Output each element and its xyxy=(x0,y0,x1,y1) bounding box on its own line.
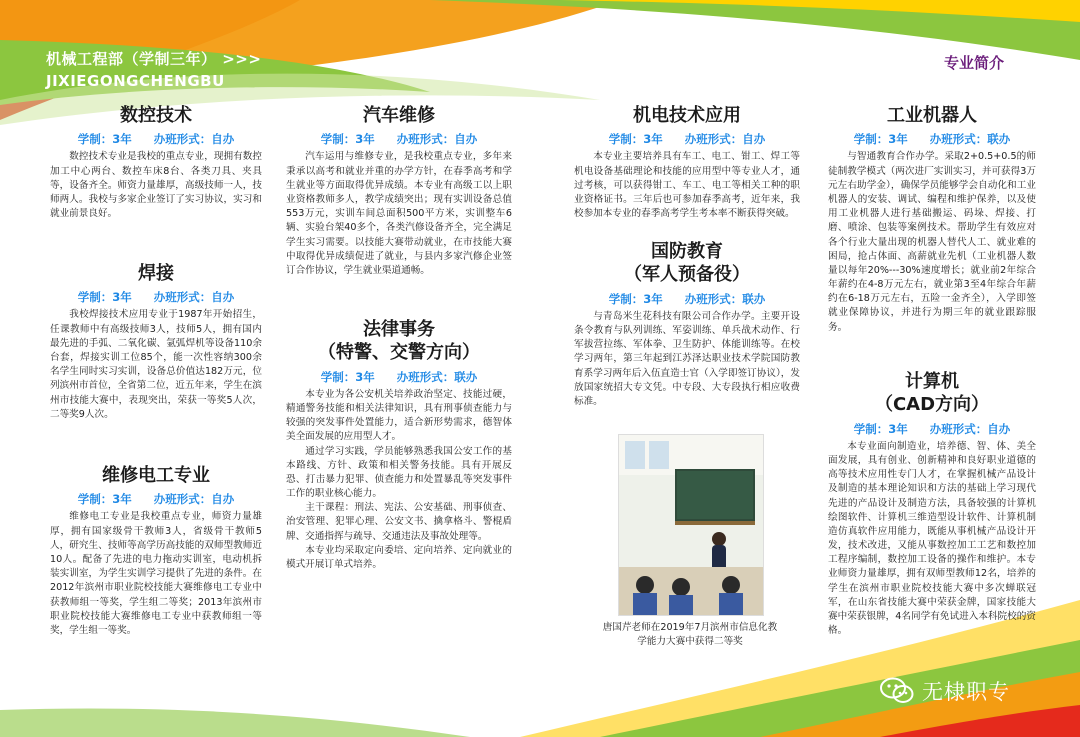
header-title: 机械工程部（学制三年） >>> xyxy=(46,50,262,68)
duration: 学制：3年 xyxy=(77,290,132,305)
section-meta xyxy=(50,289,262,305)
bottom-left-green-ribbon xyxy=(0,708,470,737)
section-meta xyxy=(574,291,800,307)
duration: 学制：3年 xyxy=(320,132,375,147)
section-title: 国防教育 （军人预备役） xyxy=(624,241,750,286)
class-mode: 办班形式：联办 xyxy=(396,369,478,384)
section-meta xyxy=(50,131,262,147)
section-paragraph: 数控技术专业是我校的重点专业，现拥有数控加工中心两台、数控车床8台、各类刀具、夹具等，设备齐全。师资力量雄厚，高级技师一人，技师两人。我校与多家企业签订了实习协议，实习和就业前景良好。 xyxy=(50,151,262,220)
section-title: 工业机器人 xyxy=(887,105,977,126)
duration: 学制：3年 xyxy=(77,492,132,507)
section-computer xyxy=(828,370,1036,638)
wechat-icon xyxy=(880,677,914,705)
section-meta xyxy=(828,131,1036,147)
section-paragraph: 本专业主要培养具有车工、电工、钳工、焊工等机电设备基础理论和技能的应用型中等专业人才，通过考核，可以获得钳工、车工、电工等相关工种的职业资格证书。三年后也可参加春季高考，近年来，我校参加本专业的春季高考学生考本率不断获得突破。 xyxy=(574,151,800,220)
section-electrician xyxy=(50,464,262,638)
section-title: 机电技术应用 xyxy=(633,105,741,126)
section-auto xyxy=(286,104,512,278)
section-paragraph: 与青岛米生花科技有限公司合作办学。主要开设条令教育与队列训练、军姿训练、单兵战术动作、行军拔营拉练、军体拳、卫生防护、体能训练等。在校学习两年，第三年起到江苏泽达职业技术学院国防教育系学习两年后入伍直造士官（入学即签订协议），发放国家统招大专文凭。中专段、大专段执行相应收费标准。 xyxy=(574,310,800,407)
class-mode: 办班形式：自办 xyxy=(153,290,235,305)
class-mode: 办班形式：自办 xyxy=(153,492,235,507)
section-paragraph: 汽车运用与维修专业，是我校重点专业，多年来秉承以高考和就业并重的办学方针，在春季高考和学生就业等方面取得优异成绩。本专业有高级工以上职业资格教师多人，教学成绩突出；现有实训设备总值553万元，实训车间总面积500平方米，实训整车6辆、实验台架40多个，各类汽修设备齐全，完全满足学生实习需要。以技能大赛带动就业，在市技能大赛中取得优异成绩促进了就业，与县内多家汽修企业签订合作协议，学生就业渠道通畅。 xyxy=(286,151,512,276)
brand-name: 无棣职专 xyxy=(922,680,1010,704)
section-paragraph: 与智通教育合作办学。采取2+0.5+0.5的师徒制教学模式（两次进厂实训实习，并可获得3万元左右助学金），确保学员能够学会自动化和工业机器人的安装、调试、编程和维护保养，以及使用工业机器人进行基础搬运、码垛、焊接、打磨、喷涂、包装等案例技术。帮助学生有效应对各个行业大量出现的机器人替代人工、就业难的困局，抢占体面、高薪就业先机（工业机器人数量以每年20%---30%速度增长；就业前2年综合年薪约在4-8万元左右，就业第3至4年综合年薪约在6-18万元左右，五险一金齐全），入学即签就业保障协议，并进行为期三年的就业跟踪服务。 xyxy=(828,151,1036,333)
section-meta xyxy=(828,421,1036,437)
section-meta xyxy=(50,491,262,507)
section-title: 计算机 （CAD方向） xyxy=(874,371,990,416)
duration: 学制：3年 xyxy=(608,132,663,147)
section-paragraph: 本专业均采取定向委培、定向培养、定向就业的模式开展订单式培养。 xyxy=(286,544,512,571)
section-title: 维修电工专业 xyxy=(102,465,210,486)
classroom-illustration xyxy=(619,435,763,615)
duration: 学制：3年 xyxy=(77,132,132,147)
duration: 学制：3年 xyxy=(608,291,663,306)
section-welding xyxy=(50,262,262,422)
section-robot xyxy=(828,104,1036,335)
section-defense xyxy=(574,240,800,409)
class-mode: 办班形式：自办 xyxy=(396,132,478,147)
section-paragraph: 通过学习实践，学员能够熟悉我国公安工作的基本路线、方针、政策和相关警务技能。具有开展反恐、打击暴力犯罪、侦查能力和处置暴乱等突发事件工作的职业核心能力。 xyxy=(286,445,512,500)
section-paragraph: 维修电工专业是我校重点专业，师资力量雄厚，拥有国家级骨干教师3人，省级骨干教师5人，研究生、技师等高学历高技能的双师型教师近10人。配备了先进的电力拖动实训室，电动机拆装实训室，为学生实训学习提供了先进的条件。在2012年滨州市职业院校技能大赛维修电工专业中获教师组一等奖，学生组二等奖；2013年滨州市职业院校技能大赛维修电工专业中获教师组一等奖，学生组一等奖。 xyxy=(50,511,262,636)
section-title: 焊接 xyxy=(138,263,174,284)
section-paragraph: 本专业面向制造业，培养德、智、体、美全面发展，具有创业、创新精神和良好职业道德的高等技术应用性专门人才，在掌握机械产品设计及制造的基本理论知识和方法的基础上学习现代先进的产品设计及制造方法，具备较强的计算机绘图软件、计算机三维造型设计软件、计算机制造仿真软件应用能力，既能从事机械产品设计开发，技术改进，又能从事数控加工工艺和数控加工程序编制，数控加工设备的操作和维护。本专业师资力量雄厚，拥有双师型教师12名，培养的学生在滨州市职业院校技能大赛中多次蝉联冠军，在山东省技能大赛中荣获金牌，国家技能大赛中荣获银牌，4名同学有免试进入本科院校的资格。 xyxy=(828,440,1036,637)
class-mode: 办班形式：联办 xyxy=(929,132,1011,147)
section-paragraph: 本专业为各公安机关培养政治坚定、技能过硬，精通警务技能和相关法律知识，具有刑事侦查能力与较强的突发事件处置能力，适合新形势需求，德智体美全面发展的应用型人才。 xyxy=(286,388,512,443)
class-mode: 办班形式：自办 xyxy=(153,132,235,147)
duration: 学制：3年 xyxy=(853,132,908,147)
section-paragraph: 主干课程：刑法、宪法、公安基础、刑事侦查、治安管理、犯罪心理、公安文书、擒拿格斗、警棍盾牌、交通指挥与疏导、交通违法及事故处理等。 xyxy=(286,502,512,542)
section-meta xyxy=(286,369,512,385)
photo-caption: 唐国芹老师在2019年7月滨州市信息化教学能力大赛中获得二等奖 xyxy=(602,622,778,647)
duration: 学制：3年 xyxy=(320,369,375,384)
class-mode: 办班形式：自办 xyxy=(929,421,1011,436)
section-meta xyxy=(286,131,512,147)
class-mode: 办班形式：自办 xyxy=(684,132,766,147)
section-title: 汽车维修 xyxy=(363,105,435,126)
duration: 学制：3年 xyxy=(853,421,908,436)
section-mechatronics xyxy=(574,104,800,221)
class-mode: 办班形式：联办 xyxy=(684,291,766,306)
section-title: 数控技术 xyxy=(120,105,192,126)
section-meta xyxy=(574,131,800,147)
brand-watermark xyxy=(880,676,1010,706)
section-paragraph: 我校焊接技术应用专业于1987年开始招生，任课教师中有高级技师3人，技师5人，拥有国内最先进的手弧、二氧化碳、氩弧焊机等设备110余台套，焊接实训工位85个，能一次性容纳300余名学生同时实习实训，设备总价值达182万元，位列滨州市首位，全省第二位，近五年来，学生在滨州市技能大赛中，表现突出，荣获一等奖5人次，二等奖9人次。 xyxy=(50,309,262,420)
header-pinyin: JIXIEGONGCHENGBU xyxy=(46,72,225,90)
section-title: 法律事务 （特警、交警方向） xyxy=(318,319,480,364)
teacher-classroom-photo xyxy=(618,434,764,616)
header-right-label: 专业简介 xyxy=(944,54,1005,72)
section-cnc xyxy=(50,104,262,221)
section-law xyxy=(286,318,512,572)
